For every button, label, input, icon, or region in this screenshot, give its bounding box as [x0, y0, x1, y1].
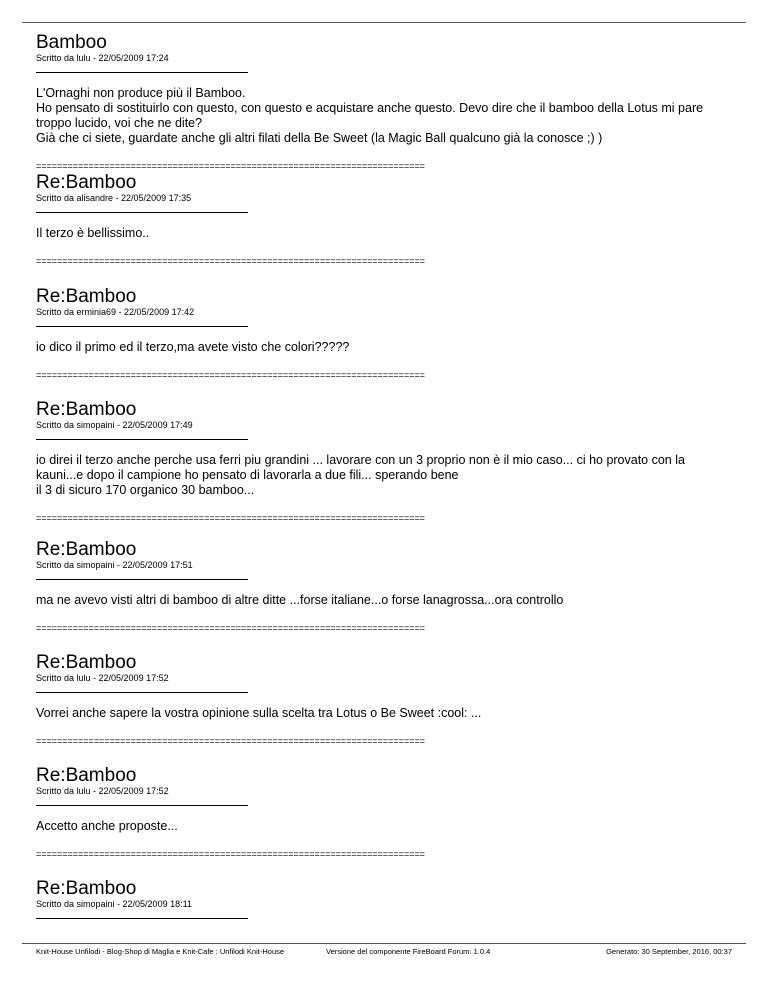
post-body-line: il 3 di sicuro 170 organico 30 bamboo... [36, 483, 255, 497]
post-body-line: troppo lucido, voi che ne dite? [36, 116, 203, 130]
post [36, 540, 726, 653]
meta-divider [36, 692, 248, 693]
post-meta: Scritto da simopaini - 22/05/2009 18:11 [36, 899, 192, 909]
post [36, 879, 726, 939]
meta-divider [36, 579, 248, 580]
post [36, 766, 726, 879]
post-body [36, 706, 726, 721]
post [36, 173, 726, 287]
post-body [36, 226, 726, 241]
post-body [36, 86, 726, 146]
meta-divider [36, 805, 248, 806]
post-body-line: Ho pensato di sostituirlo con questo, con questo e acquistare anche questo. Devo dire che il bamboo della Lotus mi pare [36, 101, 704, 115]
post-list [36, 33, 726, 939]
post-body [36, 340, 726, 355]
post-separator: ========================================================================== [36, 736, 425, 746]
post-title: Bamboo [36, 32, 107, 53]
post [36, 287, 726, 400]
post [36, 32, 726, 171]
meta-divider [36, 212, 248, 213]
post-body [36, 593, 726, 608]
post-title: Re:Bamboo [36, 765, 137, 786]
post-title: Re:Bamboo [36, 652, 137, 673]
footer-site-name: Knit-House Unfilodi - Blog-Shop di Maglia e Knit-Cafe : Unfilodi Knit-House [36, 947, 285, 956]
page-footer [22, 943, 746, 956]
post-body-line: io direi il terzo anche perche usa ferri piu grandini ... lavorare con un 3 proprio non è il mio caso... ci ho provato con la [36, 453, 685, 467]
post-body-line: Vorrei anche sapere la vostra opinione sulla scelta tra Lotus o Be Sweet :cool: ... [36, 706, 482, 720]
post-meta: Scritto da lulu - 22/05/2009 17:52 [36, 673, 169, 683]
post-body [36, 453, 726, 498]
post-separator: ========================================================================== [36, 256, 425, 266]
post-title: Re:Bamboo [36, 172, 137, 193]
post-title: Re:Bamboo [36, 399, 137, 420]
meta-divider [36, 326, 248, 327]
post-title: Re:Bamboo [36, 878, 137, 899]
top-rule [22, 22, 746, 23]
footer-generated-date: Generato: 30 September, 2016, 00:37 [606, 947, 732, 956]
post-body-line: ma ne avevo visti altri di bamboo di altre ditte ...forse italiane...o forse lanagrossa...ora controllo [36, 593, 564, 607]
post-body-line: kauni...e dopo il campione ho pensato di lavorarla a due fili... sperando bene [36, 468, 459, 482]
post-separator: ========================================================================== [36, 623, 425, 633]
post-title: Re:Bamboo [36, 539, 137, 560]
post-body-line: Accetto anche proposte... [36, 819, 178, 833]
post-meta: Scritto da simopaini - 22/05/2009 17:49 [36, 420, 193, 430]
meta-divider [36, 918, 248, 919]
meta-divider [36, 72, 248, 73]
post-separator: ========================================================================== [36, 161, 425, 171]
post-meta: Scritto da erminia69 - 22/05/2009 17:42 [36, 307, 195, 317]
post-body-line: io dico il primo ed il terzo,ma avete visto che colori????? [36, 340, 350, 354]
post-title: Re:Bamboo [36, 286, 137, 307]
post-separator: ========================================================================== [36, 513, 425, 523]
post-body-line: Già che ci siete, guardate anche gli altri filati della Be Sweet (la Magic Ball qualcuno già la conosce ;) ) [36, 131, 603, 145]
post-separator: ========================================================================== [36, 849, 425, 859]
post-meta: Scritto da simopaini - 22/05/2009 17:51 [36, 560, 193, 570]
post [36, 653, 726, 766]
post-meta: Scritto da lulu - 22/05/2009 17:52 [36, 786, 169, 796]
post-body [36, 819, 726, 834]
post-body-line: L'Ornaghi non produce più il Bamboo. [36, 86, 246, 100]
post-meta: Scritto da alisandre - 22/05/2009 17:35 [36, 193, 192, 203]
meta-divider [36, 439, 248, 440]
post-separator: ========================================================================== [36, 370, 425, 380]
post-body-line: Il terzo è bellissimo.. [36, 226, 150, 240]
post [36, 400, 726, 540]
footer-component-version: Versione del componente FireBoard Forum: 1.0.4 [326, 947, 491, 956]
post-meta: Scritto da lulu - 22/05/2009 17:24 [36, 53, 169, 63]
